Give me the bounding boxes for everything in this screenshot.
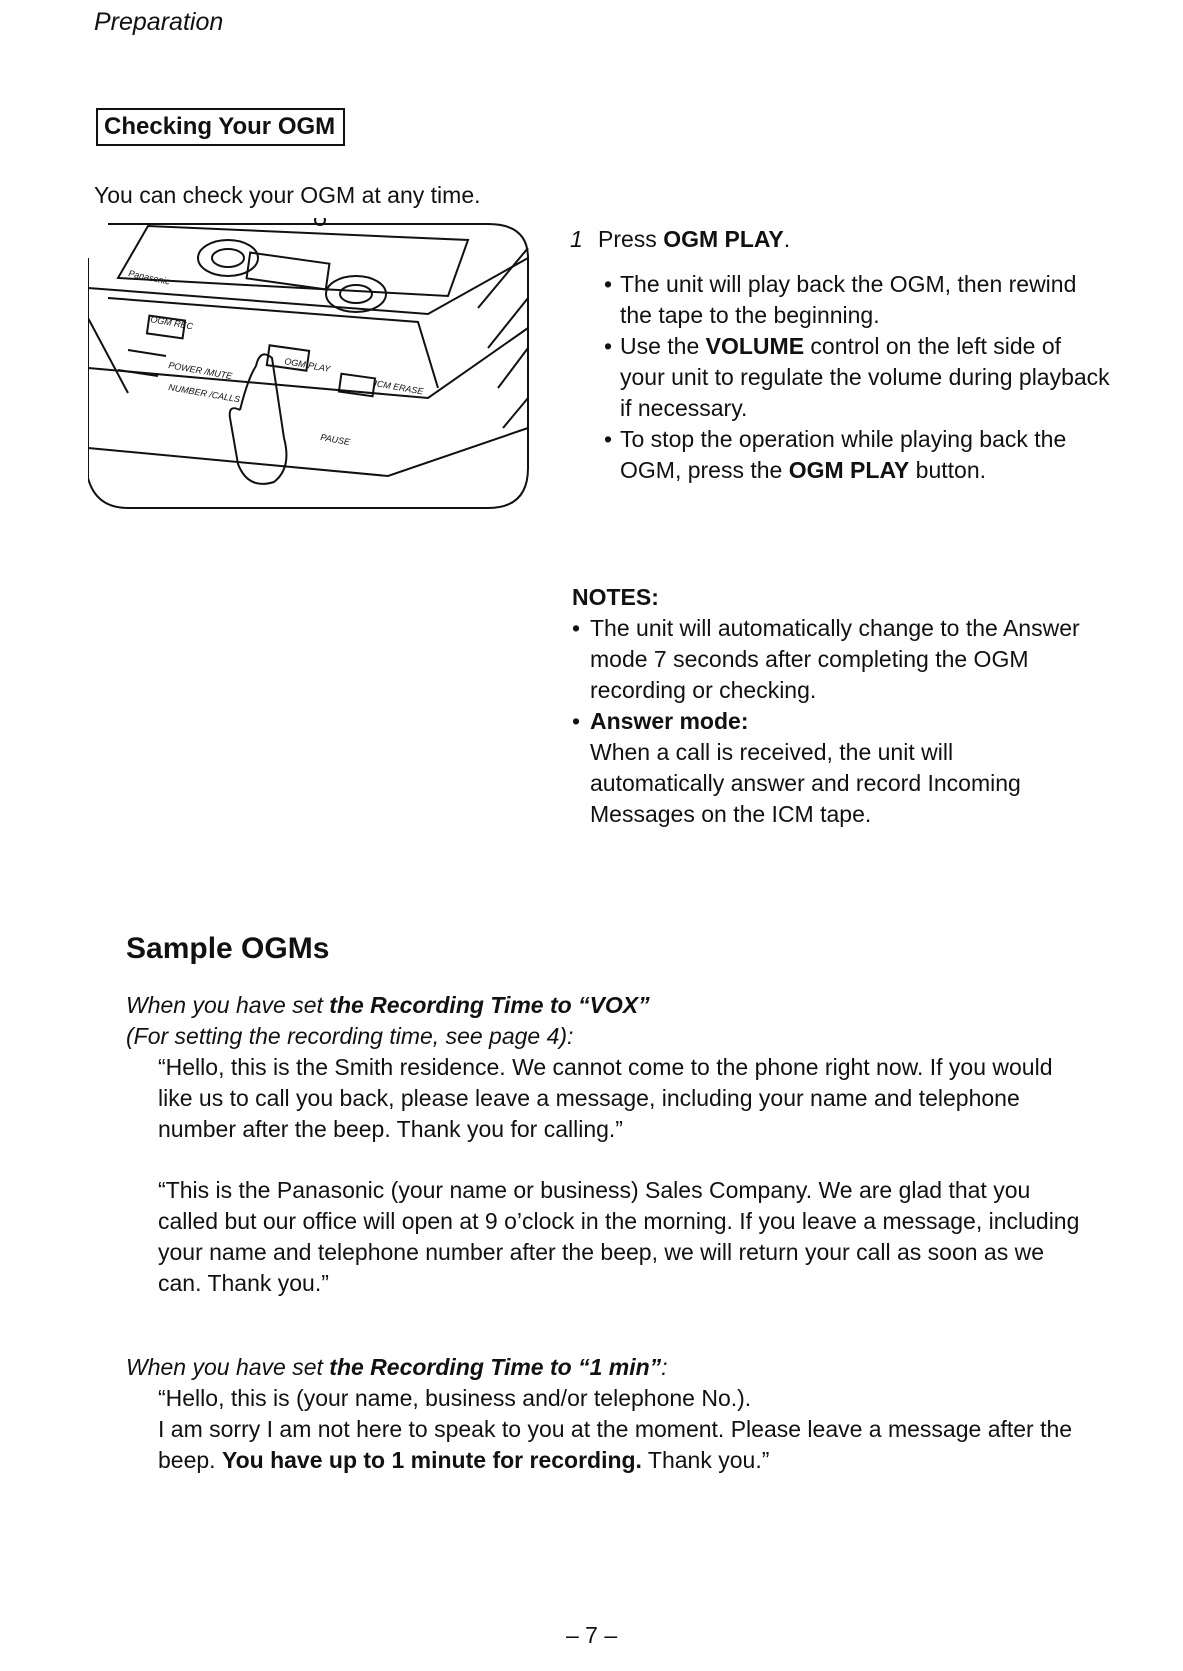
notes-section	[572, 582, 1092, 830]
list-item: • The unit will automatically change to the Answer mode 7 seconds after completing the OGM recording or checking.	[572, 613, 1092, 706]
ogm-rec-label: OGM REC	[149, 314, 194, 332]
step-1-bullets	[604, 269, 1110, 486]
step-number: 1	[570, 226, 583, 252]
notes-list	[572, 613, 1092, 737]
section-label: Preparation	[94, 8, 224, 36]
list-item: • To stop the operation while playing back the OGM, press the OGM PLAY button.	[604, 424, 1110, 486]
answering-machine-illustration	[88, 218, 538, 524]
checking-intro: You can check your OGM at any time.	[94, 182, 481, 208]
pause-label: PAUSE	[319, 432, 351, 448]
icm-erase-label: ICM ERASE	[373, 378, 425, 397]
notes-title: NOTES:	[572, 584, 659, 610]
list-item	[572, 706, 1092, 737]
one-min-sample-block	[126, 1352, 1086, 1476]
power-label: POWER /MUTE	[167, 360, 233, 382]
list-item: • Use the VOLUME control on the left side of your unit to regulate the volume during playback if necessary.	[604, 331, 1110, 424]
vox-case-heading: When you have set the Recording Time to “VOX”	[126, 992, 650, 1018]
one-min-quote-1: “Hello, this is (your name, business and/or telephone No.).	[158, 1385, 752, 1411]
answer-mode-text: When a call is received, the unit will automatically answer and record Incoming Messages on the ICM tape.	[590, 739, 1021, 827]
ogm-play-label: OGM PLAY	[283, 356, 332, 375]
brand-label: Panasonic	[127, 268, 171, 287]
vox-quote-1: “Hello, this is the Smith residence. We cannot come to the phone right now. If you would like us to call you back, please leave a message, including your name and telephone number after the beep. Thank you for calling.”	[158, 1054, 1053, 1142]
answer-mode-title: Answer mode:	[590, 708, 749, 734]
number-calls-label: NUMBER /CALLS	[167, 382, 241, 405]
step-1	[570, 224, 1110, 486]
vox-sample-block	[126, 990, 1086, 1299]
sample-ogms-title: Sample OGMs	[126, 932, 330, 965]
step-1-instruction: 1 Press OGM PLAY.	[570, 224, 1110, 255]
one-min-case-heading: When you have set the Recording Time to “1 min”:	[126, 1354, 668, 1380]
list-item: • The unit will play back the OGM, then rewind the tape to the beginning.	[604, 269, 1110, 331]
vox-case-note: (For setting the recording time, see page 4):	[126, 1023, 574, 1049]
vox-quote-2: “This is the Panasonic (your name or business) Sales Company. We are glad that you called but our office will open at 9 o’clock in the morning. If you leave a message, including your name and telephone number after the beep, we will return your call as soon as we can. Thank you.”	[158, 1177, 1080, 1296]
one-min-quote-2: I am sorry I am not here to speak to you at the moment. Please leave a message after the beep. You have up to 1 minute for recording. Thank you.”	[158, 1416, 1073, 1473]
ogm-play-term: OGM PLAY	[663, 226, 784, 252]
page-number: – 7 –	[566, 1622, 618, 1648]
checking-ogm-heading: Checking Your OGM	[96, 108, 345, 146]
